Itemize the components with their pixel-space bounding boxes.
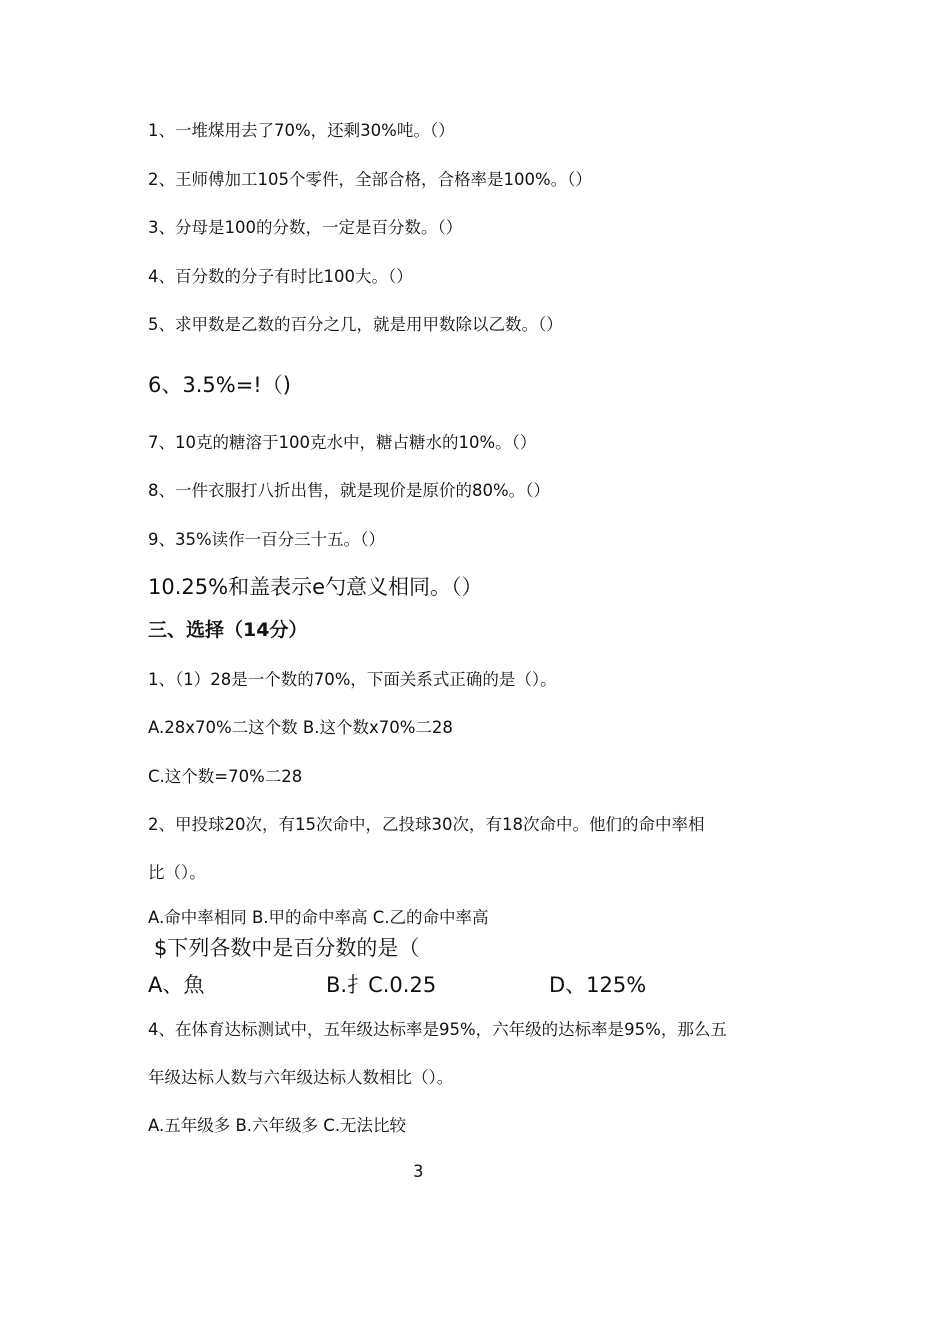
choice-q3-option-a: A、魚 (148, 973, 205, 997)
choice-q2-options: A.命中率相同 B.甲的命中率高 C.乙的命中率高 (148, 908, 489, 927)
choice-q4-text-line2: 年级达标人数与六年级达标人数相比（）。 (148, 1068, 454, 1087)
choice-q1-option-c: C.这个数=70%二28 (148, 767, 303, 786)
judge-item-5: 5、求甲数是乙数的百分之几，就是用甲数除以乙数。（） (148, 315, 563, 334)
page-number: 3 (413, 1162, 424, 1181)
choice-q2-text-line2: 比（）。 (148, 863, 206, 882)
choice-q1-options-ab: A.28x70%二这个数 B.这个数x70%二28 (148, 718, 453, 737)
judge-item-2: 2、王师傅加工105个零件，全部合格，合格率是100%。（） (148, 170, 592, 189)
choice-q4-options: A.五年级多 B.六年级多 C.无法比较 (148, 1116, 407, 1135)
choice-q1-text: 1、（1）28是一个数的70%，下面关系式正确的是（）。 (148, 670, 557, 689)
judge-item-8: 8、一件衣服打八折出售，就是现价是原价的80%。（） (148, 481, 550, 500)
choice-q3-option-bc: B.扌C.0.25 (326, 973, 437, 997)
judge-item-3: 3、分母是100的分数，一定是百分数。（） (148, 218, 463, 237)
judge-item-7: 7、10克的糖溶于100克水中，糖占糖水的10%。（） (148, 433, 537, 452)
section-heading-choice: 三、选择（14分） (148, 619, 308, 641)
choice-q3-text: $下列各数中是百分数的是（ (154, 936, 420, 960)
judge-item-6: 6、3.5%=!（) (148, 373, 291, 397)
judge-item-10: 10.25%和盖表示e勺意义相同。（） (148, 575, 483, 599)
judge-item-9: 9、35%读作一百分三十五。（） (148, 530, 385, 549)
choice-q4-text-line1: 4、在体育达标测试中，五年级达标率是95%，六年级的达标率是95%，那么五 (148, 1020, 727, 1039)
judge-item-4: 4、百分数的分子有时比100大。（） (148, 267, 413, 286)
choice-q3-option-d: D、125% (549, 973, 647, 997)
choice-q2-text-line1: 2、甲投球20次，有15次命中，乙投球30次，有18次命中。他们的命中率相 (148, 815, 705, 834)
judge-item-1: 1、一堆煤用去了70%，还剩30%吨。（） (148, 121, 455, 140)
